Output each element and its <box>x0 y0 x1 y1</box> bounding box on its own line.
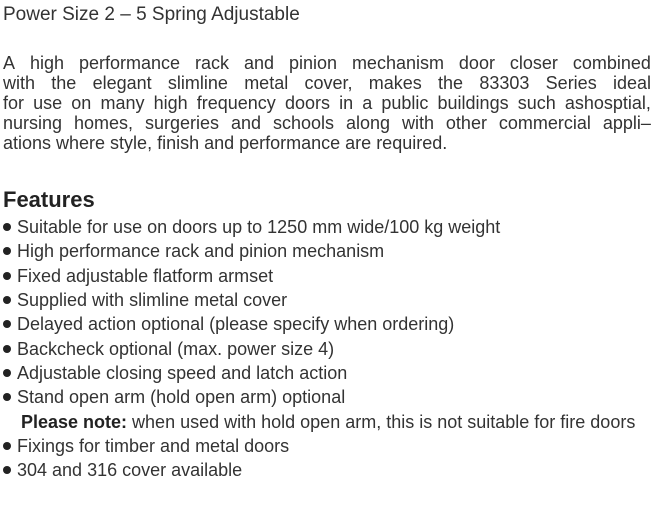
feature-item <box>3 458 653 482</box>
please-note <box>3 409 653 433</box>
description-word: public <box>381 93 429 113</box>
feature-item <box>3 385 653 409</box>
feature-item <box>3 215 653 239</box>
feature-item <box>3 239 653 263</box>
description-word: many <box>100 93 145 113</box>
feature-item <box>3 288 653 312</box>
description-word: use <box>33 93 63 113</box>
description-word: mechanism <box>351 53 444 73</box>
description-word: commercial <box>498 113 591 133</box>
description-word: 83303 <box>479 73 530 93</box>
description-word: buildings <box>437 93 509 113</box>
please-note-label: Please note: <box>21 411 128 432</box>
description-word: ashosptial, <box>564 93 651 113</box>
description-word: with <box>3 73 36 93</box>
description-word: metal <box>244 73 289 93</box>
feature-text: Supplied with slimline metal cover <box>17 290 288 311</box>
bullet-icon <box>3 393 11 401</box>
description-word: closer <box>509 53 558 73</box>
description-word: surgeries <box>144 113 220 133</box>
description-word: A <box>3 53 16 73</box>
feature-text: 304 and 316 cover available <box>17 460 243 481</box>
bullet-icon <box>3 320 11 328</box>
feature-item <box>3 312 653 336</box>
description-word: the <box>51 73 77 93</box>
description-word: schools <box>272 113 334 133</box>
description-word: slimline <box>167 73 228 93</box>
description-word: for <box>3 93 25 113</box>
feature-text: Backcheck optional (max. power size 4) <box>17 338 335 359</box>
bullet-icon <box>3 296 11 304</box>
description-word: makes <box>368 73 422 93</box>
bullet-icon <box>3 369 11 377</box>
description-word: on <box>71 93 92 113</box>
feature-text: Adjustable closing speed and latch action <box>17 362 348 383</box>
description-word: door <box>458 53 495 73</box>
description-word: Series <box>545 73 597 93</box>
description-word: along <box>345 113 390 133</box>
power-size-subtitle: Power Size 2 – 5 Spring Adjustable <box>3 4 300 25</box>
description-word: cover, <box>304 73 353 93</box>
feature-text: Fixings for timber and metal doors <box>17 435 290 456</box>
bullet-icon <box>3 272 11 280</box>
description-word: elegant <box>92 73 152 93</box>
feature-text: Fixed adjustable flatform armset <box>17 265 274 286</box>
description-word: high <box>29 53 64 73</box>
feature-item <box>3 264 653 288</box>
bullet-icon <box>3 345 11 353</box>
description-word: ideal <box>612 73 651 93</box>
description-line <box>3 53 651 73</box>
bullet-icon <box>3 223 11 231</box>
description-word: and <box>230 113 262 133</box>
description-word: the <box>438 73 464 93</box>
description-word: homes, <box>74 113 134 133</box>
please-note-text: when used with hold open arm, this is not suitable for fire doors <box>132 411 636 432</box>
description-word: in <box>339 93 354 113</box>
description-word: frequency <box>196 93 276 113</box>
description-word: other <box>445 113 487 133</box>
feature-text: Delayed action optional (please specify when ordering) <box>17 314 455 335</box>
description-word: combined <box>572 53 651 73</box>
description-word: doors <box>284 93 330 113</box>
description-word: nursing <box>3 113 63 133</box>
bullet-icon <box>3 247 11 255</box>
feature-text: High performance rack and pinion mechanism <box>17 241 385 262</box>
description-word: pinion <box>288 53 337 73</box>
description-word: a <box>362 93 373 113</box>
feature-item <box>3 336 653 360</box>
features-list <box>3 215 653 482</box>
description-line <box>3 73 651 93</box>
product-description <box>3 53 651 153</box>
description-word: rack <box>194 53 229 73</box>
feature-item <box>3 361 653 385</box>
description-line: ations where style, finish and performance are required. <box>3 133 448 153</box>
bullet-icon <box>3 442 11 450</box>
description-word: such <box>517 93 556 113</box>
description-word: appli– <box>602 113 651 133</box>
description-word: high <box>153 93 188 113</box>
feature-text: Suitable for use on doors up to 1250 mm wide/100 kg weight <box>17 217 501 238</box>
description-line <box>3 93 651 113</box>
feature-item <box>3 434 653 458</box>
description-word: and <box>243 53 274 73</box>
feature-text: Stand open arm (hold open arm) optional <box>17 387 346 408</box>
features-heading: Features <box>3 187 95 212</box>
description-word: with <box>401 113 434 133</box>
bullet-icon <box>3 466 11 474</box>
description-line <box>3 113 651 133</box>
description-word: performance <box>78 53 181 73</box>
